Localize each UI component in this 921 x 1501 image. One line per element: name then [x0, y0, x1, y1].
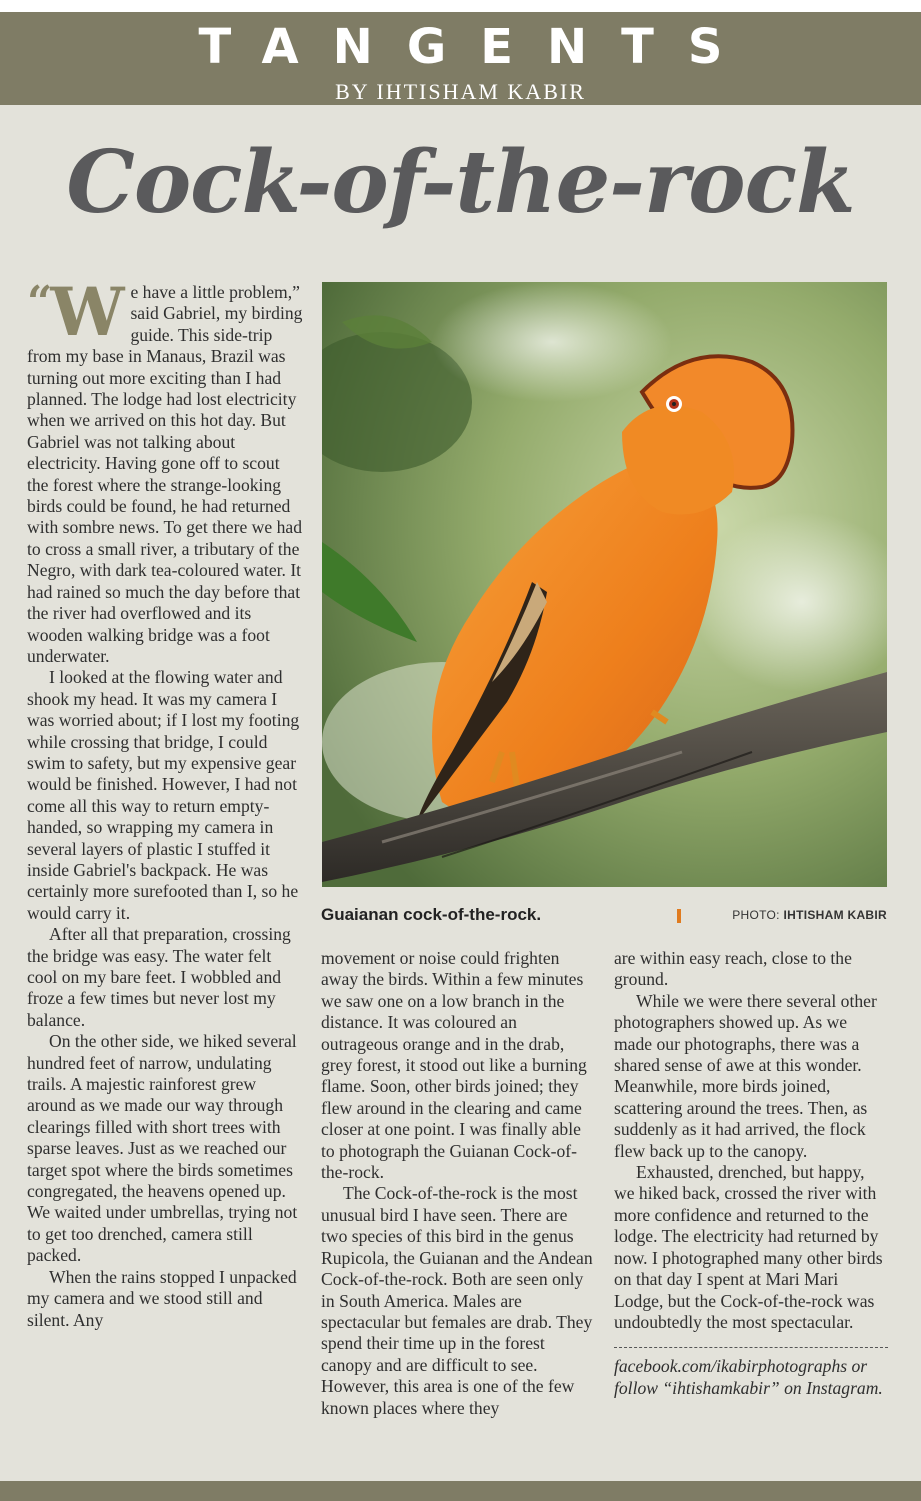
paragraph-7: While we were there several other photographers showed up. As we made our photographs, there was a shared sense of awe at this wonder. Meanwhile, more birds joined, scattering around the trees. Then, as suddenly as it had arrived, the flock flew back up to the canopy. — [614, 990, 877, 1161]
paragraph-6-continued: are within easy reach, close to the ground. — [614, 948, 852, 990]
caption-divider — [677, 909, 681, 923]
text-column-1 — [27, 273, 305, 1331]
paragraph-2: I looked at the flowing water and shook my head. It was my camera I was worried about; if I lost my footing while crossing that bridge, I could swim to safety, but my expensive gear would be finished. However, I had not come all this way to return empty-handed, so wrapping my camera in several layers of plastic I stuffed it inside Gabriel's backpack. He was certainly more surefooted than I, so he would carry it. — [27, 667, 300, 923]
paragraph-5-start: When the rains stopped I unpacked my camera and we stood still and silent. Any — [27, 1266, 297, 1330]
column-title: TANGENTS — [198, 19, 757, 75]
footer-bar — [0, 1481, 921, 1501]
photo-credit: PHOTO: IHTISHAM KABIR — [732, 908, 887, 922]
text-column-2 — [321, 948, 597, 1419]
byline: BY IHTISHAM KABIR — [335, 79, 586, 104]
social-links: facebook.com/ikabirphotographs or follow “ihtishamkabir” on Instagram. — [614, 1356, 883, 1398]
paragraph-4: On the other side, we hiked several hundred feet of narrow, undulating trails. A majestic rainforest grew around as we made our way through clearings filled with short trees with sparse leaves. Just as we reached our target spot where the birds sometimes congregated, the heavens opened up. We waited under umbrellas, trying not to get too drenched, camera still packed. — [27, 1031, 298, 1266]
column-banner — [0, 12, 921, 105]
article-headline: Cock-of-the-rock — [66, 132, 855, 233]
bird-photo — [322, 282, 887, 887]
photo-caption — [321, 905, 887, 929]
top-margin — [0, 0, 921, 12]
caption-text: Guaianan cock-of-the-rock. — [321, 905, 542, 924]
paragraph-3: After all that preparation, crossing the bridge was easy. The water felt cool on my bare feet. I wobbled and froze a few times but never lost my balance. — [27, 924, 291, 1030]
dashed-divider — [614, 1347, 888, 1348]
drop-cap: “W — [27, 273, 125, 351]
text-column-3 — [614, 948, 888, 1399]
paragraph-8: Exhausted, drenched, but happy, we hiked back, crossed the river with more confidence and returned to the lodge. The electricity had returned by now. I photographed many other birds on that day I spent at Mari Mari Lodge, but the Cock-of-the-rock was undoubtedly the most spectacular. — [614, 1162, 883, 1332]
cock-of-the-rock-image — [322, 282, 887, 887]
paragraph-1: “W e have a little problem,” said Gabriel, my birding guide. This side-trip from my base in Manaus, Brazil was turning out more exciting than I had planned. The lodge had lost electricity when we arrived on this hot day. But Gabriel was not talking about electricity. Having gone off to scout the forest where the strange-looking birds could be found, he had returned with sombre news. To get there we had to cross a small river, a tributary of the Negro, with dark tea-coloured water. It had rained so much the day before that the river had overflowed and its wooden walking bridge was a foot underwater. — [27, 273, 303, 666]
paragraph-6: The Cock-of-the-rock is the most unusual bird I have seen. There are two species of this bird in the genus Rupicola, the Guianan and the Andean Cock-of-the-rock. Both are seen only in South America. Males are spectacular but females are drab. They spend their time up in the forest canopy and are difficult to see. However, this area is one of the few known places where they — [321, 1183, 593, 1418]
paragraph-5-continued: movement or noise could frighten away the birds. Within a few minutes we saw one on a low branch in the distance. It was coloured an outrageous orange and in the drab, grey forest, it stood out like a burning flame. Soon, other birds joined; they flew around in the clearing and came closer at one point. I was finally able to photograph the Guianan Cock-of-the-rock. — [321, 948, 587, 1183]
